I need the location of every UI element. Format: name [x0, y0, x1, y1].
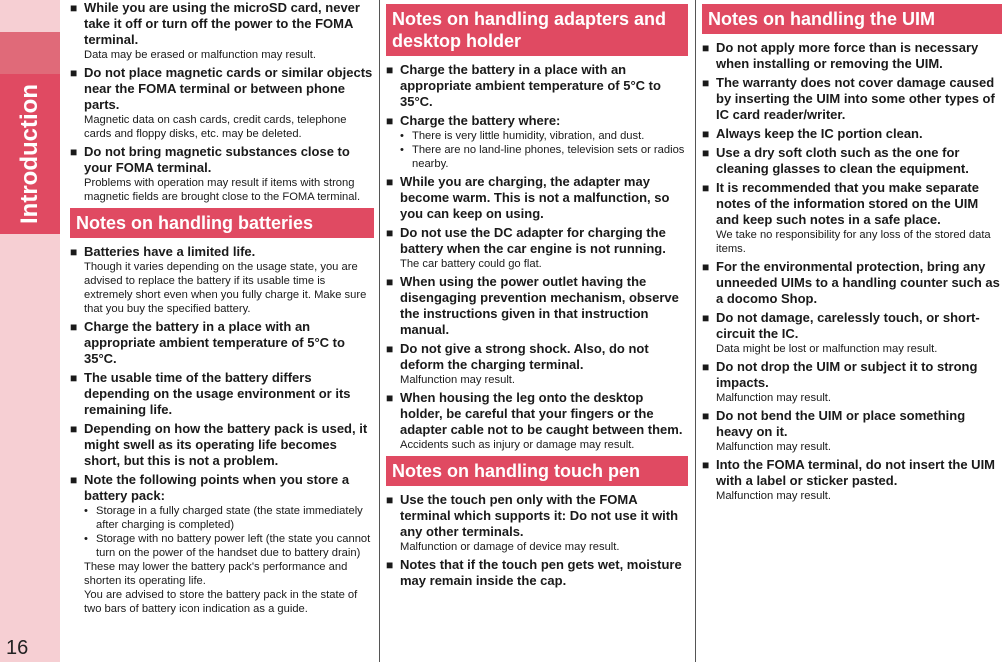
note-heading: Do not apply more force than is necessary when installing or removing the UIM. [716, 40, 979, 71]
section-header-batteries: Notes on handling batteries [70, 208, 374, 238]
note-item [70, 370, 374, 418]
square-bullet-icon: ■ [70, 1, 78, 15]
note-item [70, 421, 374, 469]
note-item [70, 319, 374, 367]
note-heading: While you are using the microSD card, never take it off or turn off the power to the FOMA terminal. [84, 0, 360, 47]
square-bullet-icon: ■ [386, 493, 394, 507]
column-2 [386, 0, 688, 662]
bullet-list-item: • There are no land-line phones, television sets or radios nearby. [400, 143, 688, 171]
square-bullet-icon: ■ [70, 66, 78, 80]
note-body: You are advised to store the battery pack in the state of two bars of battery icon indication as a guide. [84, 589, 358, 615]
note-heading: Charge the battery where: [400, 113, 561, 128]
square-bullet-icon: ■ [702, 76, 710, 90]
note-item [386, 341, 688, 387]
note-item [70, 0, 374, 62]
column-divider [379, 0, 380, 662]
note-item [702, 408, 1002, 454]
bullet-list [70, 504, 374, 560]
square-bullet-icon: ■ [70, 473, 78, 487]
note-heading: For the environmental protection, bring any unneeded UIMs to a handling counter such as a docomo Shop. [716, 259, 1000, 306]
square-bullet-icon: ■ [386, 63, 394, 77]
note-item [386, 225, 688, 271]
square-bullet-icon: ■ [702, 360, 710, 374]
square-bullet-icon: ■ [386, 226, 394, 240]
square-bullet-icon: ■ [70, 371, 78, 385]
note-item [386, 492, 688, 554]
square-bullet-icon: ■ [702, 127, 710, 141]
section-header-uim: Notes on handling the UIM [702, 4, 1002, 34]
note-item [70, 244, 374, 316]
note-item [702, 40, 1002, 72]
note-body: Magnetic data on cash cards, credit cards, telephone cards and floppy disks, etc. may be deleted. [84, 114, 347, 140]
note-item [702, 145, 1002, 177]
note-heading: When housing the leg onto the desktop holder, be careful that your fingers or the adapter cable not to be caught between them. [400, 390, 683, 437]
square-bullet-icon: ■ [386, 558, 394, 572]
column-divider [695, 0, 696, 662]
square-bullet-icon: ■ [702, 458, 710, 472]
square-bullet-icon: ■ [702, 260, 710, 274]
note-heading: Do not place magnetic cards or similar objects near the FOMA terminal or between phone parts. [84, 65, 373, 112]
square-bullet-icon: ■ [702, 146, 710, 160]
square-bullet-icon: ■ [386, 114, 394, 128]
bullet-list [386, 129, 688, 171]
note-heading: Do not use the DC adapter for charging the battery when the car engine is not running. [400, 225, 666, 256]
note-heading: Note the following points when you store a battery pack: [84, 472, 350, 503]
note-heading: Notes that if the touch pen gets wet, moisture may remain inside the cap. [400, 557, 682, 588]
note-item [702, 359, 1002, 405]
note-heading: Do not bring magnetic substances close to your FOMA terminal. [84, 144, 350, 175]
square-bullet-icon: ■ [70, 145, 78, 159]
square-bullet-icon: ■ [70, 320, 78, 334]
note-heading: When using the power outlet having the disengaging prevention mechanism, observe the instructions given in that instruction manual. [400, 274, 679, 337]
note-item [702, 457, 1002, 503]
note-heading: Always keep the IC portion clean. [716, 126, 923, 141]
note-body: Data may be erased or malfunction may result. [84, 49, 316, 61]
note-item [386, 274, 688, 338]
note-heading: Charge the battery in a place with an appropriate ambient temperature of 5°C to 35°C. [84, 319, 345, 366]
note-body: Data might be lost or malfunction may result. [716, 343, 938, 355]
note-item [70, 65, 374, 141]
square-bullet-icon: ■ [386, 342, 394, 356]
square-bullet-icon: ■ [702, 311, 710, 325]
note-heading: Do not give a strong shock. Also, do not deform the charging terminal. [400, 341, 649, 372]
note-body: These may lower the battery pack's performance and shorten its operating life. [84, 561, 348, 587]
note-item [386, 557, 688, 589]
note-body: Malfunction may result. [716, 392, 832, 404]
note-heading: Do not drop the UIM or subject it to strong impacts. [716, 359, 978, 390]
note-body: Problems with operation may result if items with strong magnetic fields are brought close to the FOMA terminal. [84, 177, 361, 203]
square-bullet-icon: ■ [70, 422, 78, 436]
note-body: Though it varies depending on the usage state, you are advised to replace the battery if its usable time is extremely short even when you fully charge it. Make sure that you buy the specified battery. [84, 261, 367, 315]
note-heading: Use a dry soft cloth such as the one for cleaning glasses to clean the equipment. [716, 145, 969, 176]
note-heading: Do not bend the UIM or place something heavy on it. [716, 408, 966, 439]
bullet-list-item: • There is very little humidity, vibration, and dust. [400, 129, 688, 143]
note-item [386, 113, 688, 171]
square-bullet-icon: ■ [702, 41, 710, 55]
sidebar [0, 0, 60, 662]
note-item [702, 180, 1002, 256]
note-heading: Depending on how the battery pack is used, it might swell as its operating life becomes short, but this is not a problem. [84, 421, 368, 468]
column-1 [70, 0, 374, 662]
square-bullet-icon: ■ [702, 409, 710, 423]
bullet-list-item: • Storage in a fully charged state (the state immediately after charging is completed) [84, 504, 374, 532]
column-3 [702, 0, 1002, 662]
note-item [70, 472, 374, 616]
note-heading: The usable time of the battery differs depending on the usage environment or its remaining life. [84, 370, 351, 417]
item-list [70, 0, 374, 204]
note-body: Malfunction may result. [400, 374, 516, 386]
note-item [702, 126, 1002, 142]
note-item [702, 310, 1002, 356]
page-number: 16 [6, 637, 29, 659]
square-bullet-icon: ■ [70, 245, 78, 259]
note-body: Malfunction may result. [716, 441, 832, 453]
note-item [70, 144, 374, 204]
sidebar-label: Introduction [16, 84, 43, 224]
note-heading: It is recommended that you make separate notes of the information stored on the UIM and keep such notes in a safe place. [716, 180, 979, 227]
note-body: Malfunction may result. [716, 490, 832, 502]
note-heading: While you are charging, the adapter may become warm. This is not a malfunction, so you can keep on using. [400, 174, 670, 221]
square-bullet-icon: ■ [702, 181, 710, 195]
note-body: We take no responsibility for any loss of the stored data items. [716, 229, 991, 255]
note-heading: Into the FOMA terminal, do not insert the UIM with a label or sticker pasted. [716, 457, 996, 488]
note-body: Malfunction or damage of device may result. [400, 541, 620, 553]
square-bullet-icon: ■ [386, 275, 394, 289]
sidebar-accent [0, 32, 60, 74]
note-heading: Do not damage, carelessly touch, or short-circuit the IC. [716, 310, 980, 341]
note-heading: Charge the battery in a place with an appropriate ambient temperature of 5°C to 35°C. [400, 62, 661, 109]
square-bullet-icon: ■ [386, 175, 394, 189]
note-heading: The warranty does not cover damage caused by inserting the UIM into some other types of IC card reader/writer. [716, 75, 995, 122]
note-body: The car battery could go flat. [400, 258, 542, 270]
section-header-touch-pen: Notes on handling touch pen [386, 456, 688, 486]
note-heading: Batteries have a limited life. [84, 244, 256, 259]
note-body: Accidents such as injury or damage may result. [400, 439, 635, 451]
square-bullet-icon: ■ [386, 391, 394, 405]
note-heading: Use the touch pen only with the FOMA terminal which supports it: Do not use it with any other terminals. [400, 492, 679, 539]
bullet-list-item: • Storage with no battery power left (the state you cannot turn on the power of the handset due to battery drain) [84, 532, 374, 560]
note-item [702, 259, 1002, 307]
note-item [702, 75, 1002, 123]
note-item [386, 174, 688, 222]
note-item [386, 62, 688, 110]
section-header-adapters: Notes on handling adapters and desktop holder [386, 4, 688, 56]
note-item [386, 390, 688, 452]
